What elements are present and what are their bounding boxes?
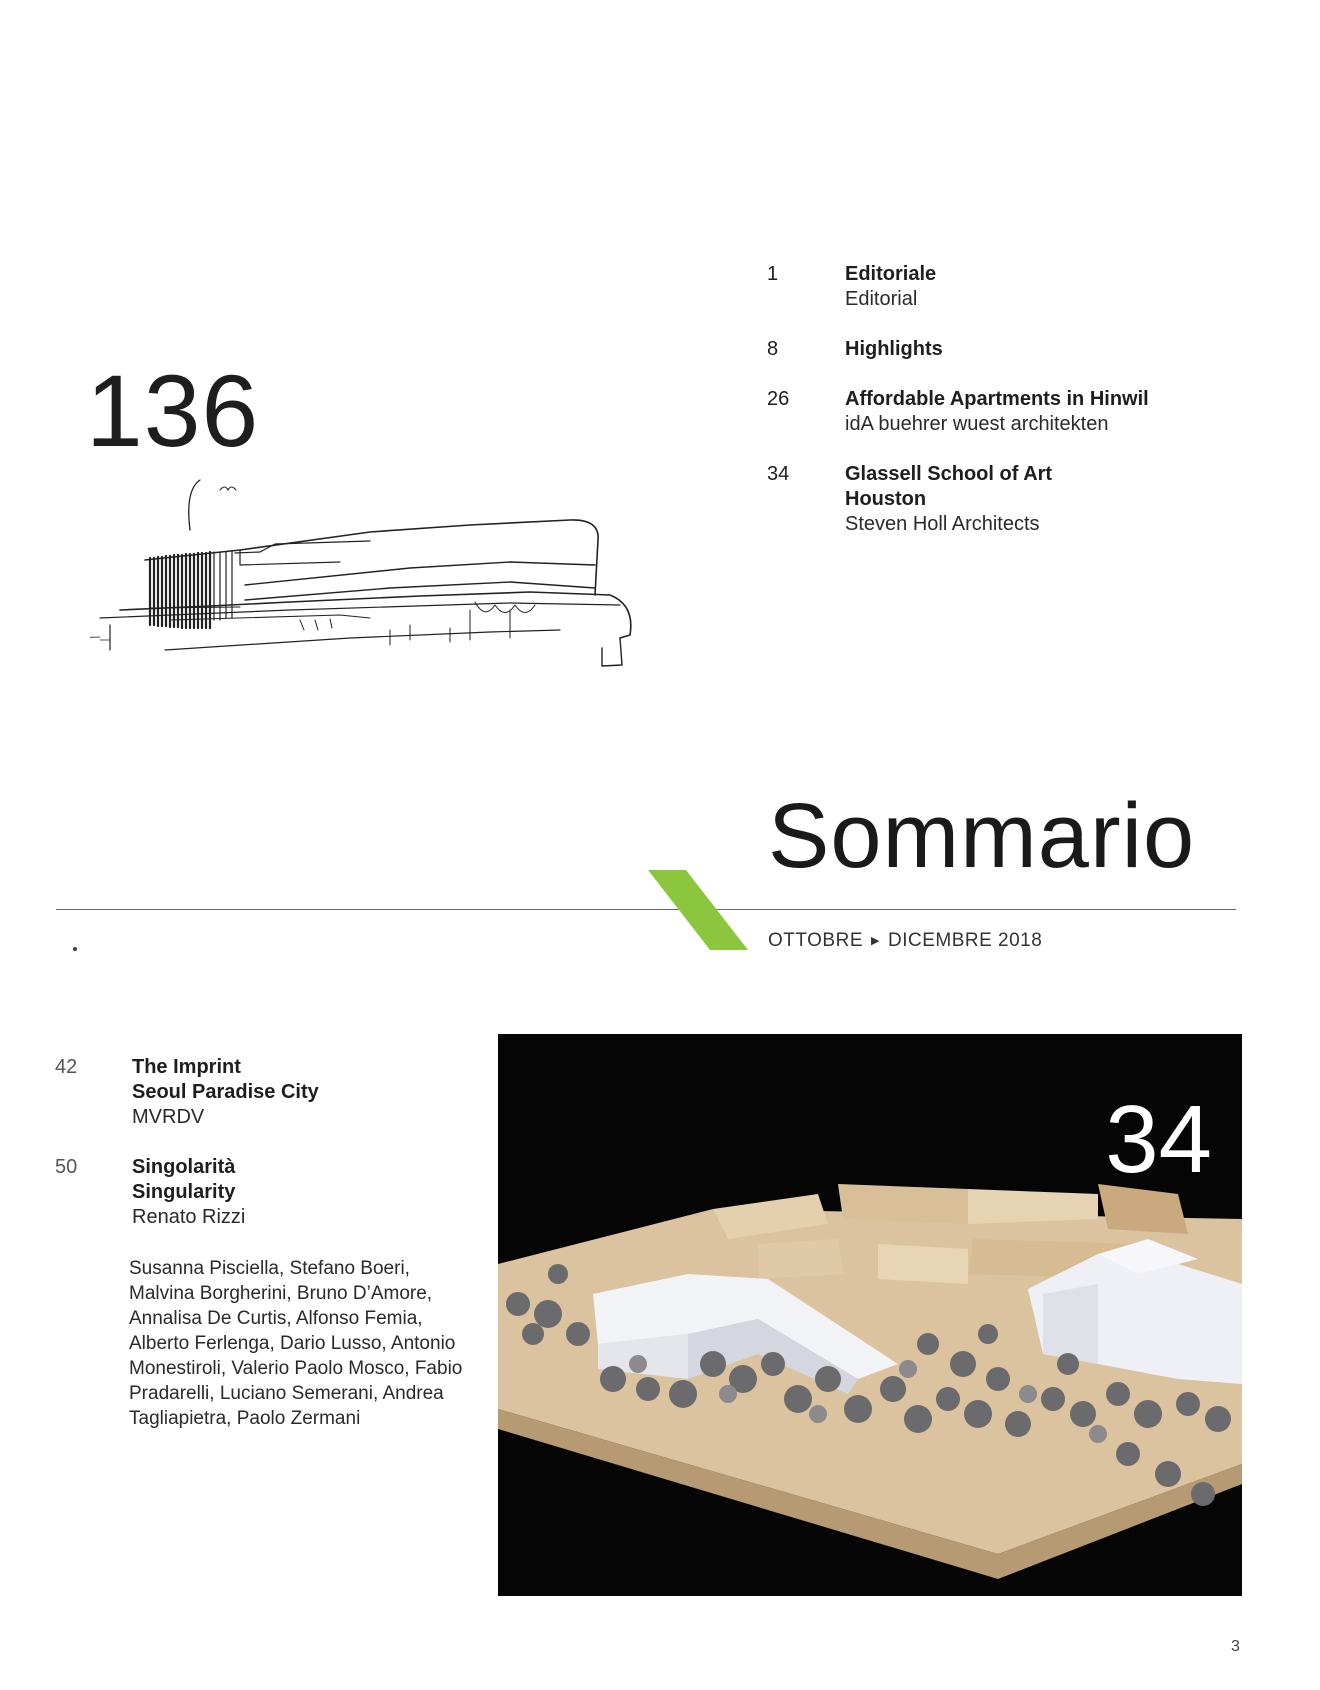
toc-title: Singolarità xyxy=(132,1156,236,1178)
stray-dot xyxy=(73,947,77,951)
contributors-line: Monestiroli, Valerio Paolo Mosco, Fabio xyxy=(129,1358,463,1379)
contributors-line: Susanna Pisciella, Stefano Boeri, xyxy=(129,1258,410,1279)
toc-title: Glassell School of Art xyxy=(845,463,1053,485)
contributors-line: Tagliapietra, Paolo Zermani xyxy=(129,1408,361,1429)
toc-page-number: 8 xyxy=(767,338,779,360)
toc-entry[interactable] xyxy=(767,262,1287,318)
toc-entry[interactable] xyxy=(767,462,1287,542)
toc-subtitle: MVRDV xyxy=(132,1106,205,1128)
toc-title: Highlights xyxy=(845,338,943,360)
toc-page-number: 34 xyxy=(767,463,790,485)
contributors-line: Pradarelli, Luciano Semerani, Andrea xyxy=(129,1383,444,1404)
toc-subtitle: Steven Holl Architects xyxy=(845,513,1040,535)
toc-page-number: 26 xyxy=(767,388,790,410)
contributors-line: Alberto Ferlenga, Dario Lusso, Antonio xyxy=(129,1333,456,1354)
toc-page-number: 42 xyxy=(55,1056,78,1078)
toc-title: Editoriale xyxy=(845,263,937,285)
accent-parallelogram xyxy=(648,870,748,950)
toc-entry[interactable] xyxy=(767,337,1287,367)
toc-entry[interactable] xyxy=(55,1055,455,1135)
date-to: DICEMBRE 2018 xyxy=(887,930,1043,951)
contributors-line: Annalisa De Curtis, Alfonso Femia, xyxy=(129,1308,423,1329)
toc-title-line-2: Singularity xyxy=(132,1181,236,1203)
contributors-line: Malvina Borgherini, Bruno D’Amore, xyxy=(129,1283,433,1304)
toc-entry[interactable] xyxy=(55,1155,455,1235)
photo-page-reference: 34 xyxy=(1105,1086,1212,1193)
toc-title: Affordable Apartments in Hinwil xyxy=(845,388,1149,410)
arrow-right-icon: ▶ xyxy=(871,935,880,947)
section-title: Sommario xyxy=(768,785,1196,887)
toc-page-number: 1 xyxy=(767,263,779,285)
toc-title-line-2: Seoul Paradise City xyxy=(132,1081,319,1103)
architectural-model-photo xyxy=(498,1034,1242,1596)
toc-subtitle: Editorial xyxy=(845,288,918,310)
issue-number: 136 xyxy=(86,354,260,468)
toc-title: The Imprint xyxy=(132,1056,241,1078)
page-number: 3 xyxy=(1231,1638,1240,1655)
toc-subtitle: Renato Rizzi xyxy=(132,1206,246,1228)
architectural-sketch xyxy=(90,470,710,710)
date-from: OTTOBRE xyxy=(768,930,863,951)
contributors-list xyxy=(129,1256,469,1431)
header-divider xyxy=(56,909,1236,910)
toc-subtitle: idA buehrer wuest architekten xyxy=(845,413,1109,435)
toc-page-number: 50 xyxy=(55,1156,78,1178)
toc-title-line-2: Houston xyxy=(845,488,927,510)
toc-entry[interactable] xyxy=(767,387,1287,443)
issue-date xyxy=(768,930,1042,952)
